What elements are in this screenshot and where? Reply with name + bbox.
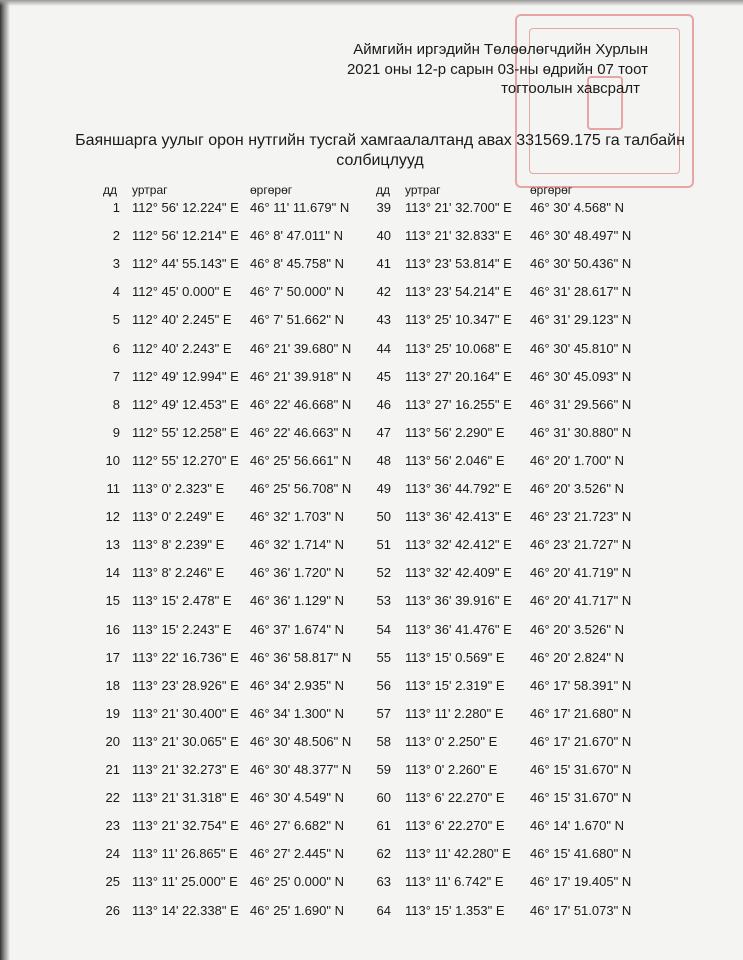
longitude-value: 113° 8' 2.246" E <box>132 565 225 581</box>
latitude-value: 46° 36' 1.720" N <box>250 565 344 581</box>
row-number: 22 <box>105 790 120 806</box>
table-row <box>0 706 743 726</box>
row-number: 25 <box>105 874 120 890</box>
longitude-value: 113° 21' 31.318" E <box>132 790 239 806</box>
latitude-value: 46° 30' 4.568" N <box>530 200 624 215</box>
scan-edge-shadow <box>0 0 10 960</box>
row-number: 61 <box>376 818 391 834</box>
longitude-value: 113° 23' 28.926" E <box>132 677 239 693</box>
row-number: 45 <box>376 368 391 384</box>
table-row <box>0 200 743 220</box>
latitude-value: 46° 25' 0.000" N <box>250 874 344 890</box>
row-number: 26 <box>105 902 120 918</box>
latitude-value: 46° 22' 46.663" N <box>250 424 352 440</box>
row-number: 2 <box>112 228 120 244</box>
table-row <box>0 818 743 838</box>
table-row <box>0 453 743 473</box>
row-number: 42 <box>376 284 391 300</box>
latitude-value: 46° 8' 45.758" N <box>250 256 344 272</box>
row-number: 48 <box>376 452 391 468</box>
longitude-value: 113° 27' 20.164" E <box>405 368 512 384</box>
latitude-value: 46° 22' 46.668" N <box>250 396 352 412</box>
longitude-value: 113° 21' 32.700" E <box>405 200 512 215</box>
column-header-longitude: уртраг <box>132 183 168 197</box>
latitude-value: 46° 30' 4.549" N <box>250 790 344 806</box>
longitude-value: 113° 23' 53.814" E <box>405 256 512 272</box>
latitude-value: 46° 15' 41.680" N <box>530 846 632 862</box>
longitude-value: 113° 25' 10.347" E <box>405 312 512 328</box>
latitude-value: 46° 30' 45.093" N <box>530 368 632 384</box>
table-row <box>0 678 743 698</box>
longitude-value: 112° 49' 12.994" E <box>132 368 239 384</box>
table-row <box>0 790 743 810</box>
row-number: 57 <box>376 705 391 721</box>
latitude-value: 46° 31' 29.123" N <box>530 312 632 328</box>
row-number: 64 <box>376 902 391 918</box>
table-row <box>0 622 743 642</box>
latitude-value: 46° 30' 48.497" N <box>530 228 632 244</box>
latitude-value: 46° 8' 47.011" N <box>250 228 344 244</box>
latitude-value: 46° 21' 39.680" N <box>250 340 352 356</box>
table-row <box>0 650 743 670</box>
longitude-value: 113° 23' 54.214" E <box>405 284 512 300</box>
row-number: 51 <box>376 537 391 553</box>
latitude-value: 46° 17' 51.073" N <box>530 902 632 918</box>
row-number: 46 <box>376 396 391 412</box>
table-row <box>0 228 743 248</box>
scan-top-shadow <box>0 0 743 6</box>
longitude-value: 113° 21' 32.833" E <box>405 228 512 244</box>
table-row <box>0 537 743 557</box>
latitude-value: 46° 34' 1.300" N <box>250 705 344 721</box>
row-number: 59 <box>376 762 391 777</box>
longitude-value: 113° 21' 32.754" E <box>132 818 239 834</box>
row-number: 3 <box>112 256 120 272</box>
longitude-value: 113° 36' 42.413" E <box>405 509 512 525</box>
row-number: 52 <box>376 565 391 581</box>
row-number: 21 <box>105 762 120 777</box>
row-number: 10 <box>105 452 120 468</box>
row-number: 16 <box>105 621 120 637</box>
table-row <box>0 256 743 276</box>
row-number: 50 <box>376 509 391 525</box>
table-row <box>0 397 743 417</box>
latitude-value: 46° 7' 51.662" N <box>250 312 344 328</box>
row-number: 14 <box>105 565 120 581</box>
row-number: 11 <box>106 481 120 496</box>
latitude-value: 46° 17' 21.680" N <box>530 705 632 721</box>
table-row <box>0 312 743 332</box>
longitude-value: 113° 15' 2.478" E <box>132 593 232 609</box>
latitude-value: 46° 21' 39.918" N <box>250 368 352 384</box>
longitude-value: 113° 15' 2.319" E <box>405 677 505 693</box>
row-number: 55 <box>376 649 391 665</box>
longitude-value: 112° 40' 2.245" E <box>132 312 232 328</box>
longitude-value: 113° 25' 10.068" E <box>405 340 512 356</box>
latitude-value: 46° 31' 28.617" N <box>530 284 632 300</box>
table-row <box>0 874 743 894</box>
latitude-value: 46° 17' 21.670" N <box>530 733 632 749</box>
latitude-value: 46° 17' 58.391" N <box>530 677 632 693</box>
longitude-value: 113° 36' 39.916" E <box>405 593 512 609</box>
row-number: 56 <box>376 677 391 693</box>
table-row <box>0 284 743 304</box>
longitude-value: 113° 0' 2.250" E <box>405 733 498 749</box>
longitude-value: 112° 40' 2.243" E <box>132 340 232 356</box>
row-number: 58 <box>376 733 391 749</box>
row-number: 43 <box>376 312 391 328</box>
row-number: 17 <box>105 649 120 665</box>
column-header-no-2: дд <box>376 183 391 197</box>
latitude-value: 46° 20' 41.717" N <box>530 593 632 609</box>
row-number: 9 <box>112 424 120 440</box>
document-title: Баяншарга уулыг орон нутгийн тусгай хамгаалалтанд авах 331569.175 га талбайн <box>75 132 685 149</box>
column-header-no: дд <box>103 183 118 197</box>
latitude-value: 46° 15' 31.670" N <box>530 762 632 777</box>
longitude-value: 113° 27' 16.255" E <box>405 396 512 412</box>
longitude-value: 113° 21' 32.273" E <box>132 762 239 777</box>
longitude-value: 112° 49' 12.453" E <box>132 396 239 412</box>
longitude-value: 112° 56' 12.214" E <box>132 228 239 244</box>
latitude-value: 46° 23' 21.727" N <box>530 537 632 553</box>
document-title-line-2: солбицлууд <box>336 152 424 169</box>
latitude-value: 46° 15' 31.670" N <box>530 790 632 806</box>
table-row <box>0 425 743 445</box>
longitude-value: 113° 14' 22.338" E <box>132 902 239 918</box>
longitude-value: 113° 15' 2.243" E <box>132 621 232 637</box>
longitude-value: 113° 56' 2.290" E <box>405 424 505 440</box>
row-number: 24 <box>105 846 120 862</box>
longitude-value: 113° 15' 1.353" E <box>405 902 505 918</box>
table-row <box>0 509 743 529</box>
longitude-value: 113° 21' 30.065" E <box>132 733 239 749</box>
table-row <box>0 734 743 754</box>
latitude-value: 46° 30' 48.377" N <box>250 762 352 777</box>
latitude-value: 46° 30' 48.506" N <box>250 733 352 749</box>
longitude-value: 112° 55' 12.270" E <box>132 452 239 468</box>
row-number: 62 <box>376 846 391 862</box>
latitude-value: 46° 27' 2.445" N <box>250 846 344 862</box>
longitude-value: 113° 6' 22.270" E <box>405 790 505 806</box>
longitude-value: 113° 11' 42.280" E <box>405 846 511 862</box>
table-row <box>0 846 743 866</box>
column-header-latitude: өргөрөг <box>250 183 293 197</box>
longitude-value: 113° 11' 2.280" E <box>405 705 504 721</box>
row-number: 4 <box>112 284 120 300</box>
table-row <box>0 762 743 782</box>
row-number: 12 <box>105 509 120 525</box>
longitude-value: 113° 36' 44.792" E <box>405 481 512 496</box>
latitude-value: 46° 20' 3.526" N <box>530 621 624 637</box>
row-number: 1 <box>112 200 120 215</box>
row-number: 18 <box>105 677 120 693</box>
latitude-value: 46° 31' 30.880" N <box>530 424 632 440</box>
latitude-value: 46° 36' 58.817" N <box>250 649 352 665</box>
table-row <box>0 565 743 585</box>
latitude-value: 46° 37' 1.674" N <box>250 621 344 637</box>
row-number: 63 <box>376 874 391 890</box>
table-row <box>0 593 743 613</box>
longitude-value: 112° 45' 0.000" E <box>132 284 232 300</box>
longitude-value: 113° 56' 2.046" E <box>405 452 505 468</box>
longitude-value: 112° 44' 55.143" E <box>132 256 239 272</box>
latitude-value: 46° 30' 45.810" N <box>530 340 632 356</box>
longitude-value: 112° 56' 12.224" E <box>132 200 239 215</box>
longitude-value: 113° 0' 2.249" E <box>132 509 225 525</box>
header-line-1: Аймгийн иргэдийн Төлөөлөгчдийн Хурлын <box>353 41 648 58</box>
header-line-2: 2021 оны 12-р сарын 03-ны өдрийн 07 тоот <box>346 61 648 78</box>
row-number: 7 <box>112 368 120 384</box>
column-header-longitude-2: уртраг <box>405 183 441 197</box>
latitude-value: 46° 23' 21.723" N <box>530 509 632 525</box>
row-number: 15 <box>105 593 120 609</box>
latitude-value: 46° 25' 56.708" N <box>250 481 352 496</box>
latitude-value: 46° 20' 2.824" N <box>530 649 624 665</box>
longitude-value: 113° 0' 2.260" E <box>405 762 498 777</box>
row-number: 6 <box>112 340 120 356</box>
latitude-value: 46° 36' 1.129" N <box>250 593 344 609</box>
longitude-value: 113° 32' 42.409" E <box>405 565 512 581</box>
longitude-value: 113° 22' 16.736" E <box>132 649 239 665</box>
latitude-value: 46° 14' 1.670" N <box>530 818 624 834</box>
longitude-value: 113° 6' 22.270" E <box>405 818 505 834</box>
column-header-latitude-2: өргөрөг <box>530 183 573 197</box>
row-number: 53 <box>376 593 391 609</box>
longitude-value: 113° 0' 2.323" E <box>132 481 225 496</box>
latitude-value: 46° 31' 29.566" N <box>530 396 632 412</box>
longitude-value: 113° 36' 41.476" E <box>405 621 512 637</box>
row-number: 47 <box>376 424 391 440</box>
table-row <box>0 481 743 501</box>
latitude-value: 46° 11' 11.679" N <box>250 200 350 215</box>
latitude-value: 46° 27' 6.682" N <box>250 818 344 834</box>
longitude-value: 113° 11' 25.000" E <box>132 874 238 890</box>
row-number: 13 <box>105 537 120 553</box>
latitude-value: 46° 20' 1.700" N <box>530 452 624 468</box>
latitude-value: 46° 20' 3.526" N <box>530 481 624 496</box>
longitude-value: 113° 21' 30.400" E <box>132 705 239 721</box>
row-number: 60 <box>376 790 391 806</box>
latitude-value: 46° 32' 1.714" N <box>250 537 344 553</box>
row-number: 8 <box>112 396 120 412</box>
longitude-value: 113° 8' 2.239" E <box>132 537 225 553</box>
row-number: 49 <box>376 481 391 496</box>
longitude-value: 112° 55' 12.258" E <box>132 424 239 440</box>
row-number: 39 <box>376 200 391 215</box>
row-number: 44 <box>376 340 391 356</box>
table-row <box>0 341 743 361</box>
latitude-value: 46° 32' 1.703" N <box>250 509 344 525</box>
latitude-value: 46° 7' 50.000" N <box>250 284 344 300</box>
row-number: 41 <box>376 256 391 272</box>
longitude-value: 113° 15' 0.569" E <box>405 649 505 665</box>
longitude-value: 113° 11' 26.865" E <box>132 846 238 862</box>
latitude-value: 46° 20' 41.719" N <box>530 565 632 581</box>
row-number: 23 <box>105 818 120 834</box>
latitude-value: 46° 25' 56.661" N <box>250 452 352 468</box>
row-number: 20 <box>105 733 120 749</box>
table-row <box>0 903 743 923</box>
latitude-value: 46° 34' 2.935" N <box>250 677 344 693</box>
longitude-value: 113° 11' 6.742" E <box>405 874 504 890</box>
row-number: 40 <box>376 228 391 244</box>
row-number: 19 <box>105 705 120 721</box>
longitude-value: 113° 32' 42.412" E <box>405 537 512 553</box>
table-row <box>0 369 743 389</box>
header-line-3: тогтоолын хавсралт <box>501 80 640 97</box>
row-number: 54 <box>376 621 391 637</box>
latitude-value: 46° 17' 19.405" N <box>530 874 632 890</box>
latitude-value: 46° 30' 50.436" N <box>530 256 632 272</box>
row-number: 5 <box>112 312 120 328</box>
latitude-value: 46° 25' 1.690" N <box>250 902 344 918</box>
